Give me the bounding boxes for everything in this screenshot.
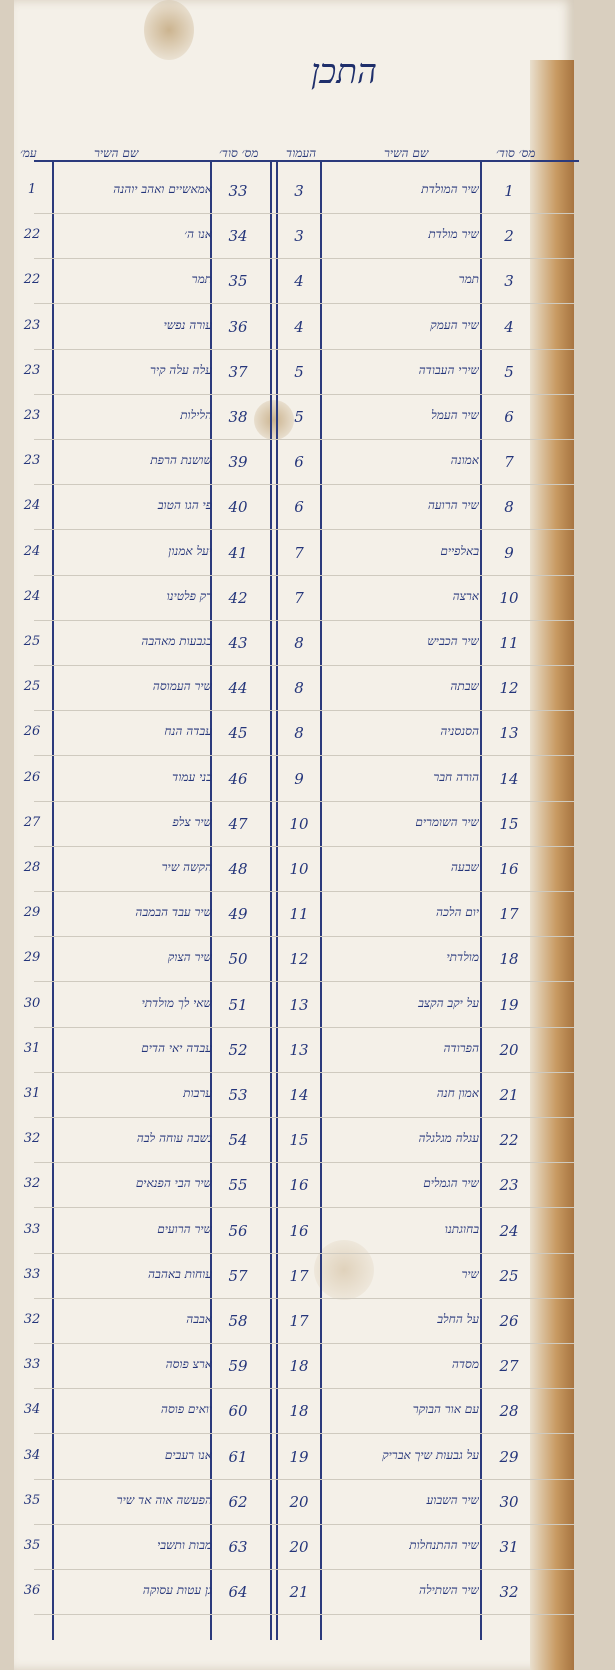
row-rule xyxy=(34,349,574,350)
left-song-number: 44 xyxy=(228,679,248,698)
right-song-number: 10 xyxy=(499,588,519,607)
table-row xyxy=(14,577,574,621)
table-row xyxy=(14,1210,574,1254)
stain xyxy=(144,0,194,60)
right-song-name: אמון חנה xyxy=(436,1086,479,1100)
right-song-number: 8 xyxy=(504,498,514,517)
right-song-number: 7 xyxy=(504,453,514,472)
right-song-page: 15 xyxy=(289,1131,309,1150)
row-rule xyxy=(34,1072,574,1073)
left-song-page: 34 xyxy=(23,1402,41,1418)
left-song-name: עבדה הנח xyxy=(164,724,212,739)
left-song-name: הלילות xyxy=(180,408,212,422)
right-song-page: 16 xyxy=(289,1176,309,1195)
left-song-number: 42 xyxy=(228,588,248,607)
right-song-page: 5 xyxy=(294,408,304,426)
right-song-page: 10 xyxy=(289,814,309,833)
table-row xyxy=(14,1255,574,1299)
right-song-name: שיר מולדת xyxy=(428,227,479,242)
left-song-number: 55 xyxy=(228,1176,248,1195)
row-rule xyxy=(34,620,574,621)
right-song-name: שיר השבוע xyxy=(426,1492,479,1507)
left-song-name: אנו רעבים xyxy=(164,1447,212,1462)
table-row xyxy=(14,984,574,1028)
row-rule xyxy=(34,1433,574,1434)
right-song-name: שירי העבודה xyxy=(418,362,479,377)
table-row xyxy=(14,532,574,576)
right-song-number: 17 xyxy=(499,905,519,924)
left-song-page: 26 xyxy=(23,769,41,785)
row-rule xyxy=(34,1117,574,1118)
left-song-number: 48 xyxy=(228,860,248,878)
left-song-name: יעל אמנון xyxy=(168,543,212,558)
row-rule xyxy=(34,575,574,576)
right-song-page: 4 xyxy=(294,272,304,291)
right-song-page: 16 xyxy=(289,1221,309,1240)
right-song-page: 10 xyxy=(289,860,309,878)
left-song-page: 33 xyxy=(23,1357,41,1373)
right-song-name: שיר ההתנחלות xyxy=(409,1538,479,1552)
left-song-page: 27 xyxy=(23,814,41,830)
right-song-name: שבתה xyxy=(450,679,479,694)
right-song-name: שיר הרועה xyxy=(427,498,479,513)
right-song-page: 4 xyxy=(294,317,304,336)
right-song-page: 17 xyxy=(289,1312,309,1330)
left-song-name: תמר xyxy=(191,272,212,287)
row-rule xyxy=(34,1298,574,1299)
right-song-number: 16 xyxy=(499,860,519,878)
right-song-page: 3 xyxy=(294,182,304,200)
left-song-name: שושנת הרפת xyxy=(150,453,212,468)
table-row xyxy=(14,758,574,802)
left-song-number: 49 xyxy=(228,905,248,924)
left-song-number: 52 xyxy=(228,1040,248,1059)
row-rule xyxy=(34,439,574,440)
left-song-name: שיר העמוסה xyxy=(152,679,212,694)
right-song-name: תמר xyxy=(458,272,479,287)
table-row xyxy=(14,1074,574,1118)
left-song-number: 58 xyxy=(228,1312,248,1330)
right-song-name: שיר העמק xyxy=(430,317,479,332)
left-song-name: יואים פוסה xyxy=(160,1402,212,1417)
left-song-name: רק פלטינו xyxy=(166,588,212,603)
table-row xyxy=(14,215,574,259)
right-song-name: שבעה xyxy=(450,860,479,874)
page-title: התכן xyxy=(311,52,377,92)
table-row xyxy=(14,1436,574,1480)
right-song-page: 3 xyxy=(294,227,304,246)
right-song-number: 28 xyxy=(499,1402,519,1421)
right-song-name: שיר השומרים xyxy=(415,814,479,829)
left-song-page: 35 xyxy=(23,1492,41,1508)
right-song-number: 11 xyxy=(499,634,519,652)
row-rule xyxy=(34,846,574,847)
row-rule xyxy=(34,1343,574,1344)
left-song-page: 30 xyxy=(23,995,41,1011)
table-row xyxy=(14,306,574,350)
right-song-name: הורה חבר xyxy=(433,769,479,784)
left-song-number: 34 xyxy=(228,227,248,246)
right-song-name: שיר xyxy=(461,1266,479,1281)
right-song-name: מסדה xyxy=(451,1357,479,1372)
left-song-name: עוחות באהבה xyxy=(148,1266,212,1281)
left-song-page: 32 xyxy=(23,1312,41,1327)
table-row xyxy=(14,1300,574,1344)
left-song-page: 28 xyxy=(23,860,41,875)
left-song-page: 24 xyxy=(23,588,41,604)
row-rule xyxy=(34,213,574,214)
right-song-page: 18 xyxy=(289,1357,309,1376)
left-song-name: אבבה xyxy=(186,1312,212,1326)
row-rule xyxy=(34,936,574,937)
header-rule xyxy=(34,160,579,162)
right-song-number: 29 xyxy=(499,1447,519,1466)
table-row xyxy=(14,441,574,485)
left-song-page: 34 xyxy=(23,1447,41,1463)
right-song-name: יום הלכה xyxy=(435,905,479,920)
left-song-name: ערבות xyxy=(183,1086,212,1100)
table-row xyxy=(14,893,574,937)
right-song-number: 4 xyxy=(504,317,514,336)
right-song-page: 9 xyxy=(294,769,304,788)
right-song-number: 18 xyxy=(499,950,519,969)
right-song-number: 6 xyxy=(504,408,514,426)
table-row xyxy=(14,1119,574,1163)
right-song-name: על החלב xyxy=(437,1312,479,1326)
right-song-number: 1 xyxy=(504,182,514,200)
header-left-name: שם השיר xyxy=(94,146,139,160)
right-song-name: מולדתי xyxy=(446,950,479,965)
right-song-page: 11 xyxy=(289,905,309,924)
right-song-name: הפרודה xyxy=(443,1040,479,1055)
right-song-name: שיר העמל xyxy=(431,408,479,422)
right-song-number: 12 xyxy=(499,679,519,698)
left-song-name: הקשה שיר xyxy=(161,860,212,874)
right-song-page: 20 xyxy=(289,1492,309,1511)
left-song-number: 47 xyxy=(228,814,248,833)
right-song-name: שיר הכביש xyxy=(427,634,479,648)
row-rule xyxy=(34,981,574,982)
left-song-name: פי הגו הטוב xyxy=(157,498,212,513)
table-row xyxy=(14,486,574,530)
table-row xyxy=(14,1526,574,1570)
left-song-number: 63 xyxy=(228,1538,248,1556)
left-song-number: 43 xyxy=(228,634,248,652)
left-song-number: 39 xyxy=(228,453,248,472)
right-song-number: 20 xyxy=(499,1040,519,1059)
table-row xyxy=(14,260,574,304)
header-right-page: העמוד xyxy=(286,146,317,160)
left-song-name: הפעשה אוה אד שיר xyxy=(116,1492,212,1507)
left-song-number: 37 xyxy=(228,362,248,381)
right-song-page: 14 xyxy=(289,1086,309,1104)
right-song-number: 24 xyxy=(499,1221,519,1240)
header-right-name: שם השיר xyxy=(384,146,429,160)
left-song-page: 23 xyxy=(23,362,41,378)
left-song-number: 45 xyxy=(228,724,248,743)
table-row xyxy=(14,848,574,892)
right-song-page: 21 xyxy=(289,1583,309,1602)
row-rule xyxy=(34,1207,574,1208)
row-rule xyxy=(34,258,574,259)
right-song-number: 31 xyxy=(499,1538,519,1556)
left-song-number: 64 xyxy=(228,1583,248,1602)
left-song-name: שיר צלפ xyxy=(172,814,212,829)
right-song-number: 14 xyxy=(499,769,519,788)
table-row xyxy=(14,1481,574,1525)
table-row xyxy=(14,1390,574,1434)
right-song-page: 8 xyxy=(294,679,304,698)
row-rule xyxy=(34,1569,574,1570)
left-song-name: עורה נפשי xyxy=(163,317,212,332)
right-song-page: 17 xyxy=(289,1266,309,1285)
right-song-number: 32 xyxy=(499,1583,519,1602)
right-song-name: ארצה xyxy=(452,588,479,603)
left-song-number: 54 xyxy=(228,1131,248,1150)
right-song-name: על גבעות שיך אבריק xyxy=(382,1447,479,1462)
left-song-name: בגבעות מאהבה xyxy=(141,634,212,648)
right-song-name: אמונה xyxy=(450,453,479,468)
right-song-page: 6 xyxy=(294,453,304,472)
left-song-page: 32 xyxy=(23,1131,41,1147)
left-song-page: 29 xyxy=(23,950,41,966)
left-song-name: נשבה עוחה לבה xyxy=(136,1131,212,1146)
left-song-page: 24 xyxy=(23,498,41,514)
right-song-name: שיר המולדת xyxy=(421,182,479,196)
left-song-name: עבדה יאי הדים xyxy=(141,1040,212,1055)
left-song-page: 33 xyxy=(23,1266,41,1282)
right-song-name: שיר הגמלים xyxy=(423,1176,479,1191)
table-row xyxy=(14,351,574,395)
header-left-num: מס׳ סוד׳ xyxy=(219,146,259,160)
table-row xyxy=(14,712,574,756)
right-song-number: 13 xyxy=(499,724,519,743)
left-song-number: 60 xyxy=(228,1402,248,1421)
left-song-page: 35 xyxy=(23,1538,41,1553)
left-song-name: בני עמוד xyxy=(172,769,212,784)
right-song-number: 15 xyxy=(499,814,519,833)
left-song-page: 33 xyxy=(23,1221,41,1237)
left-song-name: גן עטות עסוקה xyxy=(142,1583,212,1598)
left-song-page: 31 xyxy=(23,1040,41,1056)
left-song-name: שיר עבד הבמבה xyxy=(135,905,212,920)
left-song-page: 23 xyxy=(23,317,41,333)
row-rule xyxy=(34,1388,574,1389)
row-rule xyxy=(34,394,574,395)
right-song-page: 12 xyxy=(289,950,309,969)
left-song-page: 22 xyxy=(23,272,41,288)
left-song-page: 36 xyxy=(23,1583,41,1599)
row-rule xyxy=(34,1479,574,1480)
right-song-page: 7 xyxy=(294,588,304,607)
row-rule xyxy=(34,665,574,666)
left-song-number: 59 xyxy=(228,1357,248,1376)
right-song-page: 6 xyxy=(294,498,304,517)
left-song-page: 31 xyxy=(23,1086,41,1101)
left-song-name: שיר הבי הפנאים xyxy=(135,1176,212,1191)
right-song-number: 23 xyxy=(499,1176,519,1195)
row-rule xyxy=(34,1253,574,1254)
table-row xyxy=(14,1571,574,1615)
right-song-page: 13 xyxy=(289,995,309,1014)
table-row xyxy=(14,938,574,982)
left-song-name: ארצ פוסה xyxy=(165,1357,212,1372)
left-song-number: 50 xyxy=(228,950,248,969)
left-song-number: 51 xyxy=(228,995,248,1014)
table-row xyxy=(14,667,574,711)
left-song-page: 22 xyxy=(23,227,41,243)
table-row xyxy=(14,1029,574,1073)
row-rule xyxy=(34,755,574,756)
right-song-number: 2 xyxy=(504,227,514,246)
right-song-name: עם אור הבוקר xyxy=(412,1402,479,1417)
left-song-page: 23 xyxy=(23,408,41,423)
right-song-number: 25 xyxy=(499,1266,519,1285)
left-song-number: 62 xyxy=(228,1492,248,1511)
right-song-name: הסנסניה xyxy=(440,724,479,739)
left-song-number: 36 xyxy=(228,317,248,336)
row-rule xyxy=(34,801,574,802)
left-song-page: 32 xyxy=(23,1176,41,1192)
row-rule xyxy=(34,1027,574,1028)
right-song-page: 13 xyxy=(289,1040,309,1059)
right-song-page: 20 xyxy=(289,1538,309,1556)
left-song-name: עלה עלה קיר xyxy=(150,362,212,377)
left-song-page: 24 xyxy=(23,543,41,559)
table-row xyxy=(14,622,574,666)
left-song-number: 33 xyxy=(228,182,248,200)
table-row xyxy=(14,803,574,847)
right-song-page: 5 xyxy=(294,362,304,381)
right-song-number: 9 xyxy=(504,543,514,562)
right-song-name: על יקב הקצב xyxy=(418,995,479,1010)
left-song-number: 46 xyxy=(228,769,248,788)
left-song-page: 26 xyxy=(23,724,41,740)
row-rule xyxy=(34,303,574,304)
right-song-page: 8 xyxy=(294,724,304,743)
right-song-name: בחוגתנו xyxy=(444,1221,479,1236)
left-song-name: אמאשיים ואהב יוהנה xyxy=(113,182,212,196)
right-song-number: 3 xyxy=(504,272,514,291)
header-right-num: מס׳ סוד׳ xyxy=(496,146,536,160)
right-song-number: 26 xyxy=(499,1312,519,1330)
right-song-name: עגלה מגלגלה xyxy=(418,1131,479,1146)
right-song-page: 7 xyxy=(294,543,304,562)
table-row xyxy=(14,170,574,214)
left-song-name: שיר הצוק xyxy=(167,950,212,965)
left-song-page: 25 xyxy=(23,634,41,649)
right-song-number: 30 xyxy=(499,1492,519,1511)
right-song-number: 5 xyxy=(504,362,514,381)
left-song-number: 35 xyxy=(228,272,248,291)
left-song-number: 40 xyxy=(228,498,248,517)
left-song-number: 38 xyxy=(228,408,248,426)
right-song-name: שיר השתילה xyxy=(419,1583,479,1598)
left-song-number: 56 xyxy=(228,1221,248,1240)
row-rule xyxy=(34,1162,574,1163)
right-song-page: 19 xyxy=(289,1447,309,1466)
row-rule xyxy=(34,484,574,485)
right-song-page: 8 xyxy=(294,634,304,652)
left-song-name: אנו ה׳ xyxy=(184,227,212,242)
right-song-page: 18 xyxy=(289,1402,309,1421)
left-song-number: 57 xyxy=(228,1266,248,1285)
row-rule xyxy=(34,710,574,711)
row-rule xyxy=(34,529,574,530)
row-rule xyxy=(34,891,574,892)
notebook-page xyxy=(14,0,574,1670)
left-song-number: 53 xyxy=(228,1086,248,1104)
right-song-name: באלפיים xyxy=(440,543,479,558)
header-left-page: עמ׳ xyxy=(20,146,37,160)
left-song-name: מבות ותשבי xyxy=(157,1538,212,1552)
right-song-number: 21 xyxy=(499,1086,519,1104)
row-rule xyxy=(34,1614,574,1615)
right-song-number: 19 xyxy=(499,995,519,1014)
left-song-page: 29 xyxy=(23,905,41,921)
table-row xyxy=(14,1164,574,1208)
left-song-number: 41 xyxy=(228,543,248,562)
table-row xyxy=(14,396,574,440)
left-song-name: שאי לך מולדתי xyxy=(141,995,212,1010)
left-song-page: 23 xyxy=(23,453,41,469)
table-row xyxy=(14,1345,574,1389)
left-song-page: 1 xyxy=(27,182,37,197)
left-song-name: שיר הרועים xyxy=(157,1221,212,1236)
left-song-page: 25 xyxy=(23,679,41,695)
left-song-number: 61 xyxy=(228,1447,248,1466)
right-song-number: 22 xyxy=(499,1131,519,1150)
right-song-number: 27 xyxy=(499,1357,519,1376)
row-rule xyxy=(34,1524,574,1525)
